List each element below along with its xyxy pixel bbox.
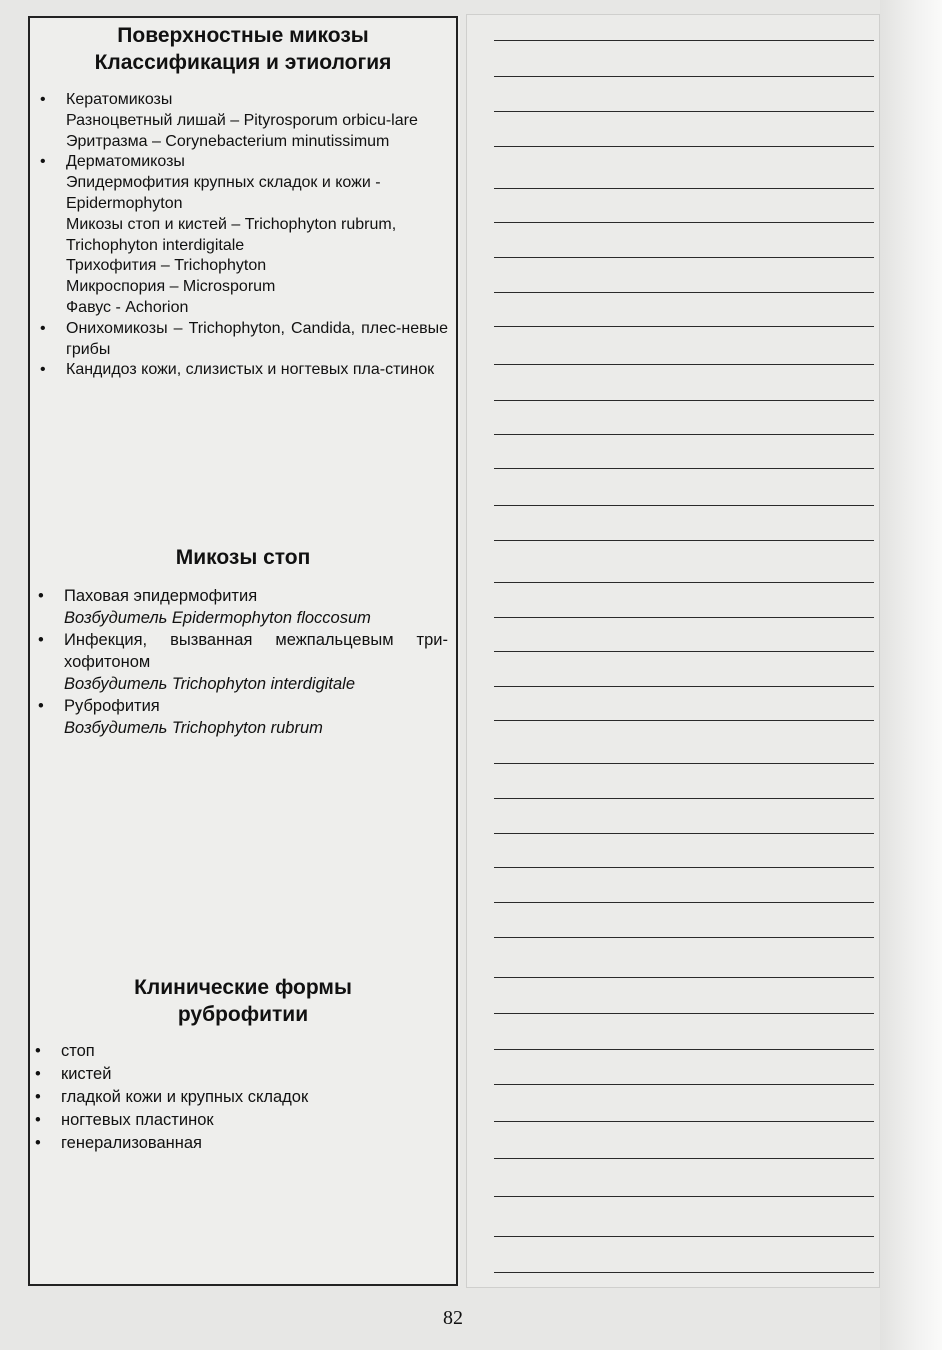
list-item-text: генерализованная (61, 1134, 202, 1152)
bullet-icon: • (40, 361, 46, 379)
box1-title-line2: Классификация и этиология (94, 51, 392, 74)
box3-title-line1: Клинические формы (134, 976, 352, 999)
note-line (494, 902, 874, 903)
note-line (494, 763, 874, 764)
note-line (494, 1013, 874, 1014)
list-item-text: Паховая эпидермофития (64, 587, 258, 605)
list-item (40, 90, 448, 152)
note-line (494, 720, 874, 721)
note-line (494, 468, 874, 469)
list-item-text: Трихофития – Trichophyton (66, 257, 267, 275)
list-item (40, 360, 448, 381)
list-item-text: Эпидермофития крупных складок и кожи - Epidermophyton (66, 174, 381, 212)
bullet-icon: • (40, 153, 46, 171)
box3-title-line2: руброфитии (177, 1003, 309, 1026)
box1-list (30, 90, 456, 381)
note-line (494, 1196, 874, 1197)
list-item-text: Кандидоз кожи, слизистых и ногтевых пла-стинок (66, 361, 435, 379)
bullet-icon: • (35, 1134, 41, 1152)
list-item (35, 1040, 448, 1063)
note-line (494, 833, 874, 834)
note-line (494, 292, 874, 293)
list-item-text: Инфекция, вызванная межпальцевым три-хофитоном (64, 631, 448, 671)
note-line (494, 937, 874, 938)
bullet-icon: • (35, 1042, 41, 1060)
note-line (494, 400, 874, 401)
note-line (494, 686, 874, 687)
clinical-forms-box (28, 856, 458, 1286)
page-edge-shadow (880, 0, 942, 1350)
note-line (494, 1049, 874, 1050)
bullet-icon: • (38, 631, 44, 649)
list-item-text: Онихомикозы – Trichophyton, Candida, плес-невые грибы (66, 319, 448, 358)
note-line (494, 505, 874, 506)
note-line (494, 1084, 874, 1085)
note-line (494, 111, 874, 112)
bullet-icon: • (40, 319, 46, 337)
pathogen-note: Возбудитель Trichophyton interdigitale (64, 675, 356, 693)
note-line (494, 76, 874, 77)
note-line (494, 257, 874, 258)
bullet-icon: • (35, 1111, 41, 1129)
list-item (35, 1132, 448, 1155)
list-item-text: Разноцветный лишай – Pityrosporum orbicu-lare (66, 111, 418, 129)
box3-list (30, 1040, 456, 1155)
foot-mycoses-box (28, 436, 458, 858)
note-line (494, 40, 874, 41)
list-item-text: ногтевых пластинок (61, 1111, 214, 1129)
bullet-icon: • (38, 587, 44, 605)
note-line (494, 222, 874, 223)
list-item (40, 319, 448, 361)
box2-list (30, 585, 456, 739)
note-line (494, 364, 874, 365)
list-item (38, 629, 448, 695)
bullet-icon: • (35, 1088, 41, 1106)
list-item (38, 585, 448, 629)
note-line (494, 651, 874, 652)
box3-title (30, 974, 456, 1028)
list-item (35, 1086, 448, 1109)
list-item-text: стоп (61, 1042, 95, 1060)
list-item-text: Дерматомикозы (66, 153, 185, 171)
note-line (494, 1236, 874, 1237)
list-item (35, 1063, 448, 1086)
bullet-icon: • (35, 1065, 41, 1083)
list-item-text: Руброфития (64, 697, 160, 715)
note-line (494, 977, 874, 978)
box1-title-line1: Поверхностные микозы (117, 24, 369, 47)
note-line (494, 146, 874, 147)
list-item (40, 152, 448, 318)
classification-box (28, 16, 458, 438)
note-line (494, 540, 874, 541)
note-line (494, 188, 874, 189)
note-line (494, 867, 874, 868)
note-line (494, 1272, 874, 1273)
note-line (494, 617, 874, 618)
list-item-text: гладкой кожи и крупных складок (61, 1088, 309, 1106)
note-line (494, 326, 874, 327)
list-item-text: Микроспория – Microsporum (66, 278, 276, 296)
box2-title: Микозы стоп (175, 546, 311, 569)
page-number: 82 (443, 1307, 463, 1329)
list-item-text: Кератомикозы (66, 91, 173, 108)
note-line (494, 582, 874, 583)
list-item-text: Эритразма – Corynebacterium minutissimum (66, 132, 390, 150)
list-item-text: Микозы стоп и кистей – Trichophyton rubrum, Trichophyton interdigitale (66, 215, 397, 254)
list-item-text: кистей (61, 1065, 112, 1083)
note-line (494, 1121, 874, 1122)
box1-title (30, 22, 456, 76)
list-item (38, 695, 448, 739)
pathogen-note: Возбудитель Trichophyton rubrum (64, 719, 323, 737)
pathogen-note: Возбудитель Epidermophyton floccosum (64, 609, 371, 627)
list-item (35, 1109, 448, 1132)
note-line (494, 798, 874, 799)
note-line (494, 1158, 874, 1159)
note-line (494, 434, 874, 435)
bullet-icon: • (40, 91, 46, 108)
list-item-text: Фавус - Achorion (66, 298, 189, 316)
bullet-icon: • (38, 697, 44, 715)
